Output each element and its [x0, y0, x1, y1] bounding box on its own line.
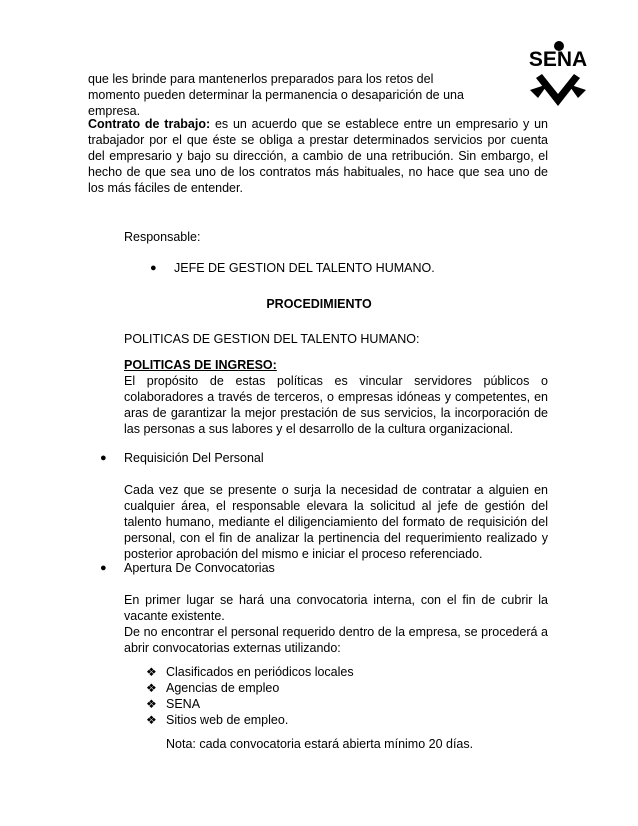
list-item [146, 680, 279, 696]
contrato-paragraph [88, 116, 548, 196]
diamond-bullet-icon: ❖ [146, 713, 157, 727]
responsable-item: JEFE DE GESTION DEL TALENTO HUMANO. [174, 261, 435, 275]
logo-text: SENA [528, 48, 588, 71]
diamond-bullet-icon: ❖ [146, 681, 157, 695]
intro-paragraph: que les brinde para mantenerlos preparados para los retos del momento pueden determinar la permanencia o desaparición de una empresa. [88, 72, 464, 118]
politicas-title: POLITICAS DE GESTION DEL TALENTO HUMANO: [124, 332, 420, 346]
diamond-bullet-icon: ❖ [146, 665, 157, 679]
nota-text: Nota: cada convocatoria estará abierta mínimo 20 días. [166, 737, 474, 751]
bullet-dot-icon: ● [150, 262, 157, 274]
bullet-dot-icon: ● [100, 452, 107, 464]
sena-logo-icon [508, 40, 608, 112]
contrato-text: es un acuerdo que se establece entre un empresario y un trabajador por el que éste se obliga a prestar determinados servicios por cuenta del empresario y bajo su dirección, a cambio de una retribución. Sin embargo, el hecho de que sea uno de los contratos más habituales, no hace que sea uno de los más fáciles de entender. [88, 117, 549, 195]
apertura-title: Apertura De Convocatorias [124, 561, 275, 575]
list-item [100, 560, 275, 576]
list-item [100, 450, 264, 466]
convocatoria-item: SENA [166, 697, 201, 711]
convocatoria-item: Clasificados en periódicos locales [166, 665, 354, 679]
list-item [146, 712, 288, 728]
ingreso-title: POLITICAS DE INGRESO: [124, 358, 277, 372]
convocatoria-item: Agencias de empleo [166, 681, 280, 695]
list-item [146, 696, 200, 712]
bullet-dot-icon: ● [100, 562, 107, 574]
procedimiento-heading: PROCEDIMIENTO [266, 297, 372, 311]
ingreso-paragraph: El propósito de estas políticas es vincular servidores públicos o colaboradores a través de terceros, o empresas idóneas y competentes, en aras de garantizar la mejor prestación de sus servicios, la incorporación de las personas a sus labores y el desarrollo de la cultura organizacional. [124, 374, 548, 436]
apertura-paragraph-2: De no encontrar el personal requerido dentro de la empresa, se procederá a abrir convocatorias externas utilizando: [124, 625, 548, 655]
list-item [150, 260, 435, 276]
responsable-label: Responsable: [124, 230, 201, 244]
contrato-label: Contrato de trabajo: [88, 117, 211, 131]
apertura-paragraph-1: En primer lugar se hará una convocatoria interna, con el fin de cubrir la vacante existente. [124, 593, 548, 623]
diamond-bullet-icon: ❖ [146, 697, 157, 711]
requisicion-title: Requisición Del Personal [124, 451, 264, 465]
list-item [146, 664, 354, 680]
convocatoria-item: Sitios web de empleo. [166, 713, 289, 727]
requisicion-paragraph: Cada vez que se presente o surja la necesidad de contratar a alguien en cualquier área, el responsable elevara la solicitud al jefe de gestión del talento humano, mediante el diligenciamiento del formato de requisición del personal, con el fin de analizar la pertinencia del requerimiento realizado y posterior aprobación del mismo e iniciar el proceso referenciado. [124, 483, 548, 561]
